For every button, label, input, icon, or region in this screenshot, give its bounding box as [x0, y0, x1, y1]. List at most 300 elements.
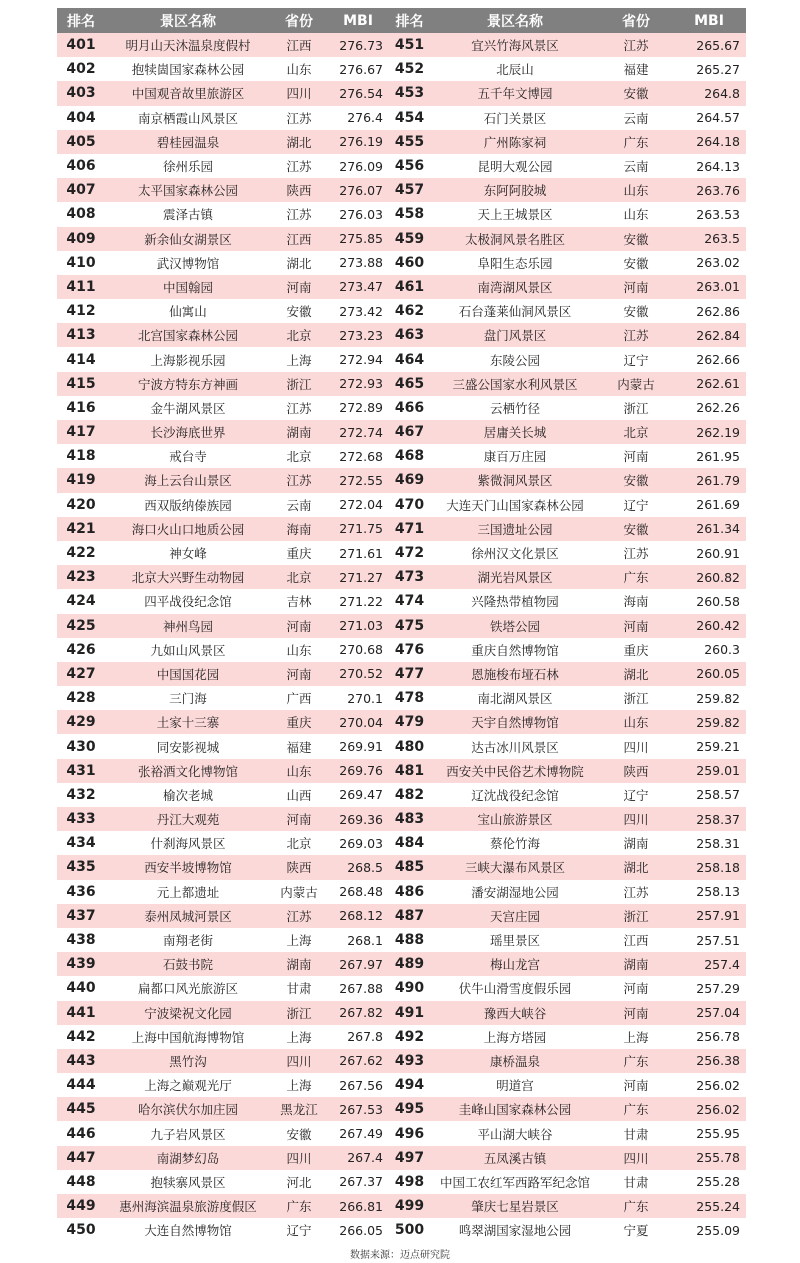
cell-name: 南京栖霞山风景区 [105, 106, 271, 130]
cell-rank: 497 [389, 1146, 430, 1170]
cell-mbi: 272.74 [327, 420, 389, 444]
cell-rank: 489 [389, 952, 430, 976]
cell-mbi: 276.07 [327, 178, 389, 202]
cell-rank: 428 [57, 686, 105, 710]
cell-province: 河南 [600, 614, 672, 638]
cell-province: 内蒙古 [600, 372, 672, 396]
cell-name: 天上王城景区 [430, 202, 600, 226]
table-row [57, 589, 746, 613]
table-row [57, 33, 746, 57]
table-row [57, 1049, 746, 1073]
cell-mbi: 269.47 [327, 783, 389, 807]
cell-mbi: 272.68 [327, 444, 389, 468]
cell-rank: 421 [57, 517, 105, 541]
cell-province: 吉林 [271, 589, 327, 613]
table-row [57, 420, 746, 444]
cell-name: 徐州汉文化景区 [430, 541, 600, 565]
cell-province: 河南 [600, 976, 672, 1000]
cell-name: 居庸关长城 [430, 420, 600, 444]
cell-mbi: 259.21 [672, 734, 746, 758]
cell-mbi: 255.09 [672, 1218, 746, 1242]
cell-province: 山东 [600, 710, 672, 734]
table-row [57, 783, 746, 807]
cell-mbi: 267.8 [327, 1025, 389, 1049]
cell-rank: 442 [57, 1025, 105, 1049]
cell-mbi: 271.61 [327, 541, 389, 565]
cell-mbi: 259.82 [672, 710, 746, 734]
cell-province: 安徽 [271, 1121, 327, 1145]
cell-name: 紫微洞风景区 [430, 468, 600, 492]
cell-name: 西安关中民俗艺术博物院 [430, 759, 600, 783]
cell-name: 北宫国家森林公园 [105, 323, 271, 347]
cell-province: 浙江 [600, 396, 672, 420]
cell-rank: 418 [57, 444, 105, 468]
cell-mbi: 276.73 [327, 33, 389, 57]
cell-name: 达古冰川风景区 [430, 734, 600, 758]
table-row [57, 81, 746, 105]
table-row [57, 493, 746, 517]
cell-province: 湖南 [600, 831, 672, 855]
cell-name: 四平战役纪念馆 [105, 589, 271, 613]
cell-name: 五凤溪古镇 [430, 1146, 600, 1170]
cell-rank: 417 [57, 420, 105, 444]
cell-rank: 449 [57, 1194, 105, 1218]
table-row [57, 1170, 746, 1194]
cell-province: 河南 [600, 1001, 672, 1025]
cell-rank: 480 [389, 734, 430, 758]
cell-mbi: 267.97 [327, 952, 389, 976]
cell-name: 伏牛山滑雪度假乐园 [430, 976, 600, 1000]
table-row [57, 1121, 746, 1145]
cell-province: 陕西 [600, 759, 672, 783]
header-province-left: 省份 [271, 8, 327, 33]
cell-mbi: 257.04 [672, 1001, 746, 1025]
cell-mbi: 256.78 [672, 1025, 746, 1049]
table-row [57, 904, 746, 928]
cell-mbi: 258.57 [672, 783, 746, 807]
cell-mbi: 276.67 [327, 57, 389, 81]
table-row [57, 638, 746, 662]
cell-mbi: 276.19 [327, 130, 389, 154]
table-row [57, 517, 746, 541]
cell-province: 云南 [271, 493, 327, 517]
table-row [57, 178, 746, 202]
cell-name: 广州陈家祠 [430, 130, 600, 154]
cell-mbi: 262.86 [672, 299, 746, 323]
cell-mbi: 255.78 [672, 1146, 746, 1170]
table-row [57, 444, 746, 468]
cell-rank: 444 [57, 1073, 105, 1097]
cell-mbi: 256.38 [672, 1049, 746, 1073]
cell-mbi: 266.81 [327, 1194, 389, 1218]
cell-rank: 406 [57, 154, 105, 178]
cell-mbi: 260.3 [672, 638, 746, 662]
cell-name: 中国翰园 [105, 275, 271, 299]
cell-mbi: 267.56 [327, 1073, 389, 1097]
cell-name: 平山湖大峡谷 [430, 1121, 600, 1145]
table-row [57, 251, 746, 275]
cell-province: 安徽 [600, 251, 672, 275]
cell-mbi: 267.49 [327, 1121, 389, 1145]
cell-province: 辽宁 [600, 493, 672, 517]
cell-province: 云南 [600, 154, 672, 178]
cell-name: 金牛湖风景区 [105, 396, 271, 420]
cell-province: 江西 [271, 33, 327, 57]
cell-mbi: 261.79 [672, 468, 746, 492]
cell-mbi: 257.51 [672, 928, 746, 952]
cell-rank: 464 [389, 347, 430, 371]
cell-name: 南翔老街 [105, 928, 271, 952]
cell-mbi: 255.28 [672, 1170, 746, 1194]
cell-mbi: 270.1 [327, 686, 389, 710]
cell-rank: 469 [389, 468, 430, 492]
cell-province: 陕西 [271, 855, 327, 879]
cell-rank: 457 [389, 178, 430, 202]
cell-rank: 470 [389, 493, 430, 517]
cell-mbi: 262.19 [672, 420, 746, 444]
cell-rank: 407 [57, 178, 105, 202]
cell-mbi: 276.54 [327, 81, 389, 105]
cell-rank: 445 [57, 1097, 105, 1121]
cell-name: 神女峰 [105, 541, 271, 565]
cell-rank: 447 [57, 1146, 105, 1170]
table-row [57, 1025, 746, 1049]
cell-mbi: 270.04 [327, 710, 389, 734]
cell-province: 湖南 [271, 420, 327, 444]
cell-mbi: 264.18 [672, 130, 746, 154]
cell-rank: 495 [389, 1097, 430, 1121]
cell-province: 甘肃 [600, 1170, 672, 1194]
cell-province: 上海 [271, 928, 327, 952]
cell-mbi: 256.02 [672, 1097, 746, 1121]
cell-rank: 476 [389, 638, 430, 662]
cell-province: 上海 [271, 1025, 327, 1049]
cell-rank: 422 [57, 541, 105, 565]
cell-mbi: 269.76 [327, 759, 389, 783]
cell-rank: 468 [389, 444, 430, 468]
cell-province: 安徽 [600, 468, 672, 492]
cell-name: 三峡大瀑布风景区 [430, 855, 600, 879]
cell-province: 江西 [271, 227, 327, 251]
cell-province: 湖北 [271, 251, 327, 275]
cell-province: 江苏 [271, 396, 327, 420]
cell-mbi: 271.22 [327, 589, 389, 613]
cell-rank: 452 [389, 57, 430, 81]
cell-name: 天宇自然博物馆 [430, 710, 600, 734]
cell-mbi: 267.53 [327, 1097, 389, 1121]
cell-name: 扁都口风光旅游区 [105, 976, 271, 1000]
cell-name: 三门海 [105, 686, 271, 710]
cell-province: 河南 [271, 662, 327, 686]
header-name-right: 景区名称 [430, 8, 600, 33]
cell-province: 河南 [600, 1073, 672, 1097]
cell-mbi: 257.4 [672, 952, 746, 976]
cell-name: 三盛公国家水利风景区 [430, 372, 600, 396]
cell-name: 辽沈战役纪念馆 [430, 783, 600, 807]
cell-rank: 492 [389, 1025, 430, 1049]
header-row [57, 8, 746, 33]
cell-province: 北京 [271, 444, 327, 468]
cell-province: 河北 [271, 1170, 327, 1194]
cell-province: 广东 [600, 130, 672, 154]
cell-province: 湖南 [271, 952, 327, 976]
cell-mbi: 262.26 [672, 396, 746, 420]
table-row [57, 662, 746, 686]
header-rank-right: 排名 [389, 8, 430, 33]
cell-mbi: 265.27 [672, 57, 746, 81]
cell-name: 圭峰山国家森林公园 [430, 1097, 600, 1121]
cell-name: 恩施梭布垭石林 [430, 662, 600, 686]
header-name-left: 景区名称 [105, 8, 271, 33]
cell-name: 瑶里景区 [430, 928, 600, 952]
cell-province: 山东 [600, 178, 672, 202]
cell-mbi: 267.62 [327, 1049, 389, 1073]
cell-rank: 440 [57, 976, 105, 1000]
cell-rank: 426 [57, 638, 105, 662]
cell-name: 抱犊寨风景区 [105, 1170, 271, 1194]
cell-rank: 433 [57, 807, 105, 831]
cell-rank: 486 [389, 880, 430, 904]
cell-name: 阜阳生态乐园 [430, 251, 600, 275]
cell-province: 海南 [600, 589, 672, 613]
cell-rank: 488 [389, 928, 430, 952]
cell-mbi: 259.01 [672, 759, 746, 783]
cell-province: 湖北 [271, 130, 327, 154]
cell-rank: 425 [57, 614, 105, 638]
cell-name: 湖光岩风景区 [430, 565, 600, 589]
cell-name: 云栖竹径 [430, 396, 600, 420]
cell-province: 甘肃 [600, 1121, 672, 1145]
cell-province: 内蒙古 [271, 880, 327, 904]
cell-name: 蔡伦竹海 [430, 831, 600, 855]
cell-province: 广东 [600, 1097, 672, 1121]
cell-name: 同安影视城 [105, 734, 271, 758]
cell-rank: 493 [389, 1049, 430, 1073]
cell-mbi: 262.66 [672, 347, 746, 371]
cell-mbi: 272.93 [327, 372, 389, 396]
cell-rank: 441 [57, 1001, 105, 1025]
cell-province: 浙江 [600, 904, 672, 928]
cell-mbi: 269.36 [327, 807, 389, 831]
cell-name: 长沙海底世界 [105, 420, 271, 444]
cell-rank: 478 [389, 686, 430, 710]
cell-province: 湖南 [600, 952, 672, 976]
cell-province: 江苏 [600, 880, 672, 904]
cell-rank: 453 [389, 81, 430, 105]
cell-name: 东陵公园 [430, 347, 600, 371]
cell-name: 康百万庄园 [430, 444, 600, 468]
cell-mbi: 256.02 [672, 1073, 746, 1097]
cell-mbi: 267.4 [327, 1146, 389, 1170]
cell-province: 江苏 [271, 106, 327, 130]
cell-name: 北辰山 [430, 57, 600, 81]
cell-rank: 414 [57, 347, 105, 371]
cell-rank: 446 [57, 1121, 105, 1145]
cell-rank: 439 [57, 952, 105, 976]
cell-province: 四川 [600, 807, 672, 831]
cell-province: 河南 [271, 807, 327, 831]
cell-name: 戒台寺 [105, 444, 271, 468]
cell-mbi: 271.27 [327, 565, 389, 589]
table-row [57, 831, 746, 855]
cell-mbi: 263.53 [672, 202, 746, 226]
cell-name: 海上云台山景区 [105, 468, 271, 492]
cell-name: 兴隆热带植物园 [430, 589, 600, 613]
cell-province: 四川 [271, 81, 327, 105]
table-row [57, 807, 746, 831]
cell-name: 张裕酒文化博物馆 [105, 759, 271, 783]
cell-province: 安徽 [600, 227, 672, 251]
cell-name: 南湾湖风景区 [430, 275, 600, 299]
table-row [57, 1194, 746, 1218]
cell-mbi: 260.91 [672, 541, 746, 565]
cell-province: 北京 [271, 831, 327, 855]
cell-rank: 405 [57, 130, 105, 154]
table-row [57, 952, 746, 976]
cell-rank: 427 [57, 662, 105, 686]
cell-mbi: 257.91 [672, 904, 746, 928]
cell-name: 海口火山口地质公园 [105, 517, 271, 541]
cell-province: 江苏 [271, 904, 327, 928]
cell-province: 湖北 [600, 662, 672, 686]
cell-mbi: 260.05 [672, 662, 746, 686]
cell-name: 盘门风景区 [430, 323, 600, 347]
cell-name: 震泽古镇 [105, 202, 271, 226]
cell-mbi: 267.82 [327, 1001, 389, 1025]
table-row [57, 275, 746, 299]
cell-rank: 472 [389, 541, 430, 565]
cell-name: 石门关景区 [430, 106, 600, 130]
cell-rank: 483 [389, 807, 430, 831]
cell-province: 浙江 [271, 372, 327, 396]
cell-rank: 490 [389, 976, 430, 1000]
cell-mbi: 263.01 [672, 275, 746, 299]
cell-name: 重庆自然博物馆 [430, 638, 600, 662]
cell-province: 重庆 [271, 541, 327, 565]
cell-mbi: 272.89 [327, 396, 389, 420]
cell-rank: 455 [389, 130, 430, 154]
cell-mbi: 272.55 [327, 468, 389, 492]
cell-province: 辽宁 [271, 1218, 327, 1242]
cell-province: 甘肃 [271, 976, 327, 1000]
cell-province: 江苏 [600, 541, 672, 565]
cell-name: 神州鸟园 [105, 614, 271, 638]
cell-rank: 413 [57, 323, 105, 347]
cell-province: 河南 [271, 275, 327, 299]
cell-province: 上海 [271, 347, 327, 371]
cell-province: 上海 [600, 1025, 672, 1049]
cell-name: 大连天门山国家森林公园 [430, 493, 600, 517]
cell-rank: 454 [389, 106, 430, 130]
cell-name: 元上都遗址 [105, 880, 271, 904]
cell-mbi: 262.61 [672, 372, 746, 396]
table-row [57, 347, 746, 371]
cell-mbi: 275.85 [327, 227, 389, 251]
cell-rank: 458 [389, 202, 430, 226]
cell-mbi: 272.94 [327, 347, 389, 371]
table-row [57, 928, 746, 952]
cell-rank: 432 [57, 783, 105, 807]
cell-name: 石台蓬莱仙洞风景区 [430, 299, 600, 323]
cell-rank: 481 [389, 759, 430, 783]
table-row [57, 57, 746, 81]
table-row [57, 468, 746, 492]
table-row [57, 686, 746, 710]
cell-rank: 448 [57, 1170, 105, 1194]
cell-name: 榆次老城 [105, 783, 271, 807]
cell-rank: 424 [57, 589, 105, 613]
cell-name: 上海之巅观光厅 [105, 1073, 271, 1097]
table-row [57, 614, 746, 638]
cell-mbi: 263.02 [672, 251, 746, 275]
cell-province: 江西 [600, 928, 672, 952]
cell-province: 北京 [271, 323, 327, 347]
table-row [57, 372, 746, 396]
cell-name: 三国遗址公园 [430, 517, 600, 541]
cell-rank: 491 [389, 1001, 430, 1025]
cell-mbi: 258.37 [672, 807, 746, 831]
table-row [57, 1097, 746, 1121]
cell-province: 四川 [271, 1049, 327, 1073]
cell-rank: 434 [57, 831, 105, 855]
cell-mbi: 267.37 [327, 1170, 389, 1194]
cell-province: 安徽 [600, 299, 672, 323]
cell-rank: 487 [389, 904, 430, 928]
cell-province: 四川 [600, 1146, 672, 1170]
cell-province: 江苏 [271, 202, 327, 226]
cell-rank: 431 [57, 759, 105, 783]
cell-rank: 423 [57, 565, 105, 589]
cell-rank: 496 [389, 1121, 430, 1145]
cell-mbi: 264.8 [672, 81, 746, 105]
cell-mbi: 273.47 [327, 275, 389, 299]
table-row [57, 1001, 746, 1025]
table-row [57, 202, 746, 226]
cell-rank: 443 [57, 1049, 105, 1073]
cell-mbi: 260.58 [672, 589, 746, 613]
cell-province: 四川 [600, 734, 672, 758]
cell-name: 南北湖风景区 [430, 686, 600, 710]
cell-mbi: 269.03 [327, 831, 389, 855]
cell-name: 哈尔滨伏尔加庄园 [105, 1097, 271, 1121]
cell-mbi: 272.04 [327, 493, 389, 517]
cell-rank: 477 [389, 662, 430, 686]
cell-mbi: 264.57 [672, 106, 746, 130]
cell-name: 五千年文博园 [430, 81, 600, 105]
cell-rank: 473 [389, 565, 430, 589]
cell-mbi: 268.1 [327, 928, 389, 952]
cell-rank: 463 [389, 323, 430, 347]
cell-name: 康桥温泉 [430, 1049, 600, 1073]
cell-mbi: 260.82 [672, 565, 746, 589]
cell-province: 福建 [600, 57, 672, 81]
cell-rank: 409 [57, 227, 105, 251]
table-row [57, 1146, 746, 1170]
table-row [57, 855, 746, 879]
cell-province: 云南 [600, 106, 672, 130]
cell-name: 大连自然博物馆 [105, 1218, 271, 1242]
table-row [57, 541, 746, 565]
cell-rank: 437 [57, 904, 105, 928]
cell-name: 东阿阿胶城 [430, 178, 600, 202]
cell-province: 四川 [271, 1146, 327, 1170]
table-row [57, 1073, 746, 1097]
cell-name: 什刹海风景区 [105, 831, 271, 855]
cell-name: 中国观音故里旅游区 [105, 81, 271, 105]
cell-province: 湖北 [600, 855, 672, 879]
cell-name: 西双版纳傣族园 [105, 493, 271, 517]
cell-province: 福建 [271, 734, 327, 758]
